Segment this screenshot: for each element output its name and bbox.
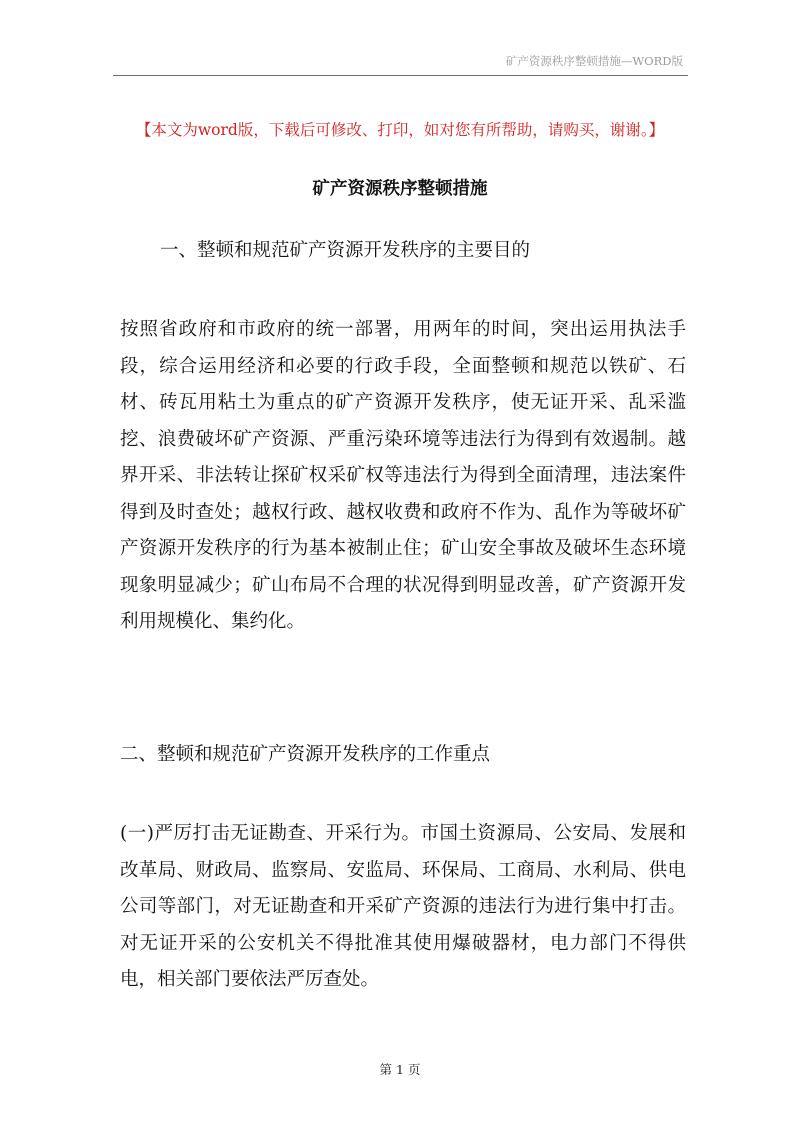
page-suffix: 页 bbox=[407, 1062, 421, 1077]
body-paragraph-2: (一)严厉打击无证勘查、开采行为。市国土资源局、公安局、发展和改革局、财政局、监察局、安监局、环保局、工商局、水利局、供电公司等部门，对无证勘查和开采矿产资源的违法行为进行集中打击。对无证开采的公安机关不得批准其使用爆破器材，电力部门不得供电，相关部门要依法严厉查处。 bbox=[120, 823, 686, 990]
page-prefix: 第 bbox=[379, 1062, 393, 1077]
document-title: 矿产资源秩序整顿措施 bbox=[312, 179, 488, 199]
section-heading-1: 一、整顿和规范矿产资源开发秩序的主要目的 bbox=[160, 240, 531, 261]
body-paragraph-1: 按照省政府和市政府的统一部署，用两年的时间，突出运用执法手段，综合运用经济和必要的行政手段，全面整顿和规范以铁矿、石材、砖瓦用粘土为重点的矿产资源开发秩序，使无证开采、乱采滥挖、浪费破坏矿产资源、严重污染环境等违法行为得到有效遏制。越界开采、非法转让探矿权采矿权等违法行为得到全面清理，违法案件得到及时查处；越权行政、越权收费和政府不作为、乱作为等破坏矿产资源开发秩序的行为基本被制止住；矿山安全事故及破坏生态环境现象明显减少；矿山布局不合理的状况得到明显改善，矿产资源开发利用规模化、集约化。 bbox=[120, 319, 686, 632]
section-heading-2: 二、整顿和规范矿产资源开发秩序的工作重点 bbox=[120, 744, 491, 765]
running-header: 矿产资源秩序整顿措施—WORD版 bbox=[505, 54, 683, 68]
purchase-notice: 【本文为word版，下载后可修改、打印，如对您有所帮助，请购买，谢谢。】 bbox=[135, 121, 665, 139]
page-number: 1 bbox=[396, 1062, 404, 1077]
page-footer bbox=[0, 1060, 800, 1078]
header-divider bbox=[113, 75, 688, 76]
